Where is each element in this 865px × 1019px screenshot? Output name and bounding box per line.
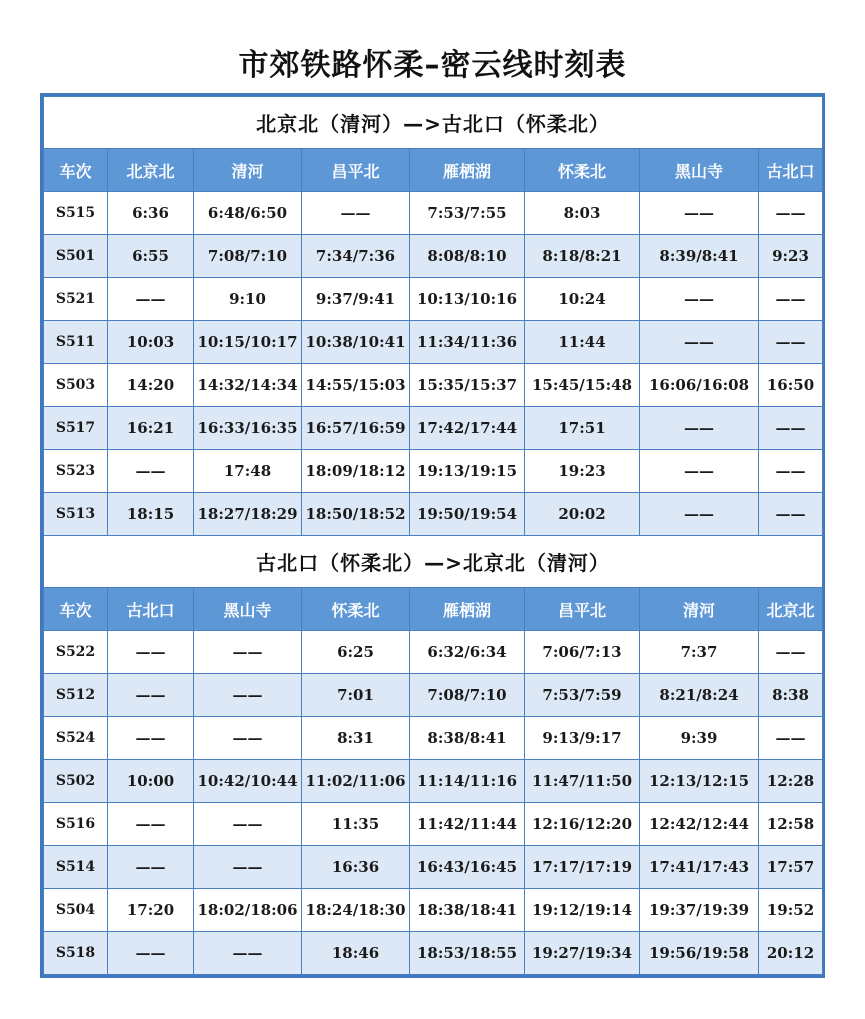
time-cell: ——: [640, 450, 759, 493]
table-row: [44, 192, 823, 235]
table-row: [44, 278, 823, 321]
time-cell: 10:03: [108, 321, 194, 364]
timetable-grid: [43, 96, 823, 975]
column-header: 昌平北: [525, 588, 640, 631]
time-cell: 6:55: [108, 235, 194, 278]
time-cell: 14:55/15:03: [302, 364, 410, 407]
time-cell: 18:50/18:52: [302, 493, 410, 536]
table-row: [44, 631, 823, 674]
time-cell: 10:24: [525, 278, 640, 321]
time-cell: 8:38: [759, 674, 823, 717]
time-cell: ——: [759, 407, 823, 450]
time-cell: ——: [640, 278, 759, 321]
time-cell: 15:35/15:37: [410, 364, 525, 407]
table-row: [44, 889, 823, 932]
time-cell: 17:41/17:43: [640, 846, 759, 889]
time-cell: ——: [194, 631, 302, 674]
table-row: [44, 407, 823, 450]
column-header: 昌平北: [302, 149, 410, 192]
time-cell: 6:32/6:34: [410, 631, 525, 674]
time-cell: 9:10: [194, 278, 302, 321]
time-cell: ——: [108, 450, 194, 493]
time-cell: 17:48: [194, 450, 302, 493]
time-cell: 19:50/19:54: [410, 493, 525, 536]
table-row: [44, 674, 823, 717]
time-cell: 17:51: [525, 407, 640, 450]
train-number-cell: S517: [44, 407, 108, 450]
time-cell: 16:57/16:59: [302, 407, 410, 450]
time-cell: ——: [194, 932, 302, 975]
time-cell: 17:17/17:19: [525, 846, 640, 889]
column-header: 北京北: [759, 588, 823, 631]
column-header: 雁栖湖: [410, 149, 525, 192]
column-header: 北京北: [108, 149, 194, 192]
time-cell: 10:00: [108, 760, 194, 803]
time-cell: 18:27/18:29: [194, 493, 302, 536]
time-cell: ——: [640, 493, 759, 536]
time-cell: 14:20: [108, 364, 194, 407]
train-number-cell: S501: [44, 235, 108, 278]
time-cell: 11:35: [302, 803, 410, 846]
column-header-row: [44, 588, 823, 631]
time-cell: 15:45/15:48: [525, 364, 640, 407]
time-cell: ——: [759, 717, 823, 760]
time-cell: 7:08/7:10: [194, 235, 302, 278]
time-cell: 19:23: [525, 450, 640, 493]
time-cell: 8:31: [302, 717, 410, 760]
time-cell: 18:24/18:30: [302, 889, 410, 932]
page-title: 市郊铁路怀柔–密云线时刻表: [238, 48, 627, 83]
time-cell: 17:42/17:44: [410, 407, 525, 450]
time-cell: 20:02: [525, 493, 640, 536]
time-cell: ——: [759, 631, 823, 674]
time-cell: 8:39/8:41: [640, 235, 759, 278]
time-cell: ——: [194, 717, 302, 760]
table-row: [44, 803, 823, 846]
time-cell: ——: [108, 846, 194, 889]
time-cell: ——: [759, 278, 823, 321]
time-cell: 19:52: [759, 889, 823, 932]
column-header: 清河: [194, 149, 302, 192]
column-header: 清河: [640, 588, 759, 631]
time-cell: 10:42/10:44: [194, 760, 302, 803]
train-number-cell: S513: [44, 493, 108, 536]
time-cell: ——: [302, 192, 410, 235]
time-cell: 9:23: [759, 235, 823, 278]
time-cell: 7:08/7:10: [410, 674, 525, 717]
time-cell: 11:34/11:36: [410, 321, 525, 364]
time-cell: ——: [108, 717, 194, 760]
table-row: [44, 321, 823, 364]
train-number-cell: S512: [44, 674, 108, 717]
time-cell: 20:12: [759, 932, 823, 975]
time-cell: 19:56/19:58: [640, 932, 759, 975]
timetable: [40, 93, 825, 978]
time-cell: 11:02/11:06: [302, 760, 410, 803]
time-cell: ——: [108, 932, 194, 975]
column-header: 怀柔北: [525, 149, 640, 192]
time-cell: 16:21: [108, 407, 194, 450]
time-cell: 18:53/18:55: [410, 932, 525, 975]
time-cell: ——: [108, 803, 194, 846]
time-cell: 8:08/8:10: [410, 235, 525, 278]
time-cell: ——: [194, 803, 302, 846]
time-cell: 11:44: [525, 321, 640, 364]
time-cell: 10:38/10:41: [302, 321, 410, 364]
section-heading-row: [44, 97, 823, 149]
time-cell: 9:39: [640, 717, 759, 760]
time-cell: 16:50: [759, 364, 823, 407]
train-number-cell: S518: [44, 932, 108, 975]
time-cell: 11:47/11:50: [525, 760, 640, 803]
table-row: [44, 846, 823, 889]
table-row: [44, 717, 823, 760]
time-cell: 19:27/19:34: [525, 932, 640, 975]
time-cell: 16:33/16:35: [194, 407, 302, 450]
column-header: 车次: [44, 149, 108, 192]
train-number-cell: S516: [44, 803, 108, 846]
time-cell: 18:38/18:41: [410, 889, 525, 932]
time-cell: ——: [108, 674, 194, 717]
time-cell: 10:15/10:17: [194, 321, 302, 364]
table-row: [44, 364, 823, 407]
time-cell: ——: [759, 450, 823, 493]
time-cell: ——: [640, 192, 759, 235]
time-cell: 8:18/8:21: [525, 235, 640, 278]
time-cell: 12:16/12:20: [525, 803, 640, 846]
time-cell: ——: [640, 407, 759, 450]
time-cell: ——: [194, 846, 302, 889]
table-row: [44, 932, 823, 975]
time-cell: 19:37/19:39: [640, 889, 759, 932]
time-cell: 8:21/8:24: [640, 674, 759, 717]
table-row: [44, 493, 823, 536]
time-cell: 12:58: [759, 803, 823, 846]
time-cell: 7:34/7:36: [302, 235, 410, 278]
time-cell: 7:37: [640, 631, 759, 674]
time-cell: 9:37/9:41: [302, 278, 410, 321]
time-cell: 19:12/19:14: [525, 889, 640, 932]
time-cell: 16:43/16:45: [410, 846, 525, 889]
train-number-cell: S522: [44, 631, 108, 674]
time-cell: 16:36: [302, 846, 410, 889]
time-cell: 7:01: [302, 674, 410, 717]
time-cell: 18:15: [108, 493, 194, 536]
time-cell: ——: [108, 278, 194, 321]
train-number-cell: S521: [44, 278, 108, 321]
section-heading: 北京北（清河）—>古北口（怀柔北）: [44, 97, 823, 149]
time-cell: 7:53/7:55: [410, 192, 525, 235]
time-cell: 14:32/14:34: [194, 364, 302, 407]
time-cell: 19:13/19:15: [410, 450, 525, 493]
column-header: 黑山寺: [640, 149, 759, 192]
time-cell: ——: [640, 321, 759, 364]
time-cell: 12:42/12:44: [640, 803, 759, 846]
time-cell: 6:48/6:50: [194, 192, 302, 235]
train-number-cell: S523: [44, 450, 108, 493]
time-cell: 11:42/11:44: [410, 803, 525, 846]
train-number-cell: S502: [44, 760, 108, 803]
time-cell: 17:20: [108, 889, 194, 932]
section-heading: 古北口（怀柔北）—>北京北（清河）: [44, 536, 823, 588]
time-cell: ——: [194, 674, 302, 717]
train-number-cell: S504: [44, 889, 108, 932]
column-header-row: [44, 149, 823, 192]
table-row: [44, 760, 823, 803]
time-cell: ——: [759, 192, 823, 235]
column-header: 车次: [44, 588, 108, 631]
time-cell: 8:03: [525, 192, 640, 235]
column-header: 古北口: [759, 149, 823, 192]
table-row: [44, 235, 823, 278]
time-cell: 7:06/7:13: [525, 631, 640, 674]
time-cell: ——: [759, 493, 823, 536]
time-cell: 18:02/18:06: [194, 889, 302, 932]
time-cell: 18:09/18:12: [302, 450, 410, 493]
time-cell: ——: [108, 631, 194, 674]
train-number-cell: S503: [44, 364, 108, 407]
time-cell: 16:06/16:08: [640, 364, 759, 407]
column-header: 雁栖湖: [410, 588, 525, 631]
train-number-cell: S515: [44, 192, 108, 235]
column-header: 黑山寺: [194, 588, 302, 631]
time-cell: 9:13/9:17: [525, 717, 640, 760]
time-cell: 12:13/12:15: [640, 760, 759, 803]
time-cell: 7:53/7:59: [525, 674, 640, 717]
column-header: 古北口: [108, 588, 194, 631]
train-number-cell: S514: [44, 846, 108, 889]
time-cell: 17:57: [759, 846, 823, 889]
time-cell: 11:14/11:16: [410, 760, 525, 803]
time-cell: 6:36: [108, 192, 194, 235]
train-number-cell: S511: [44, 321, 108, 364]
train-number-cell: S524: [44, 717, 108, 760]
time-cell: 6:25: [302, 631, 410, 674]
time-cell: 18:46: [302, 932, 410, 975]
time-cell: 10:13/10:16: [410, 278, 525, 321]
time-cell: 12:28: [759, 760, 823, 803]
column-header: 怀柔北: [302, 588, 410, 631]
section-heading-row: [44, 536, 823, 588]
time-cell: ——: [759, 321, 823, 364]
time-cell: 8:38/8:41: [410, 717, 525, 760]
table-row: [44, 450, 823, 493]
